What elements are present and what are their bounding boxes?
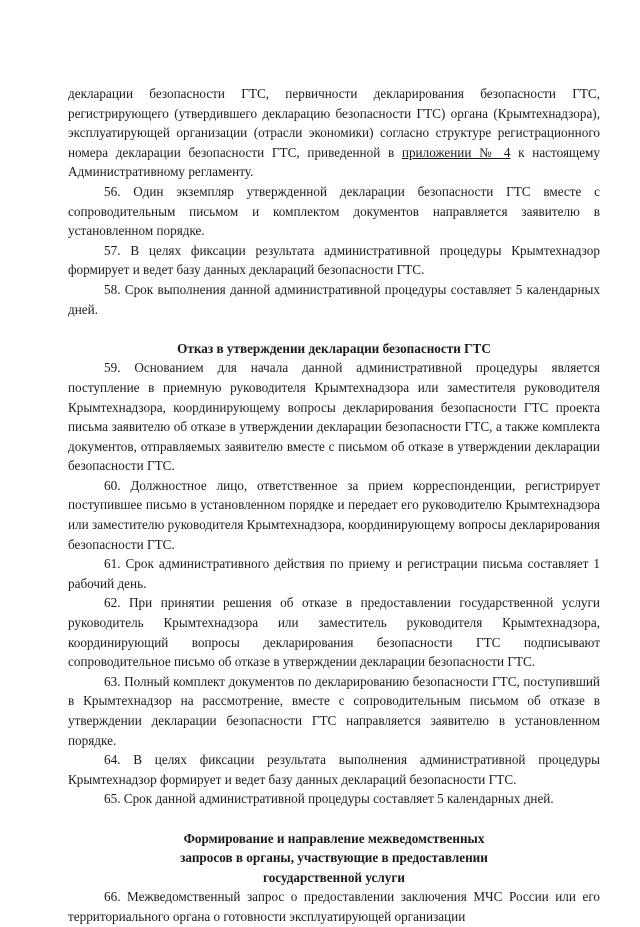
section-spacer: [68, 809, 600, 829]
paragraph-continued-text: декларации безопасности ГТС, первичности декларирования безопасности ГТС, регистрирующего (утвердившего декларацию безопасности ГТС) органа (Крымтехнадзора), эксплуатирующей организации (отрасли экономики) согласно структуре регистрационного номера декларации безопасности ГТС, приведенной в: [68, 86, 600, 160]
paragraph-61: 61. Срок административного действия по приему и регистрации письма составляет 1 рабочий день.: [68, 556, 600, 591]
heading-line-2: запросов в органы, участвующие в предоставлении: [180, 850, 488, 866]
paragraph-59: 59. Основанием для начала данной административной процедуры является поступление в приемную руководителя Крымтехнадзора или заместителя руководителя Крымтехнадзора, координирующему вопросы декларирования безопасности ГТС проекта письма заявителю об отказе в утверждении декларации безопасности ГТС, а также комплекта документов, отправляемых заявителю вместе с письмом об отказе в утверждении декларации безопасности ГТС.: [68, 360, 600, 474]
paragraph-60: 60. Должностное лицо, ответственное за прием корреспонденции, регистрирует поступившее письмо в установленном порядке и передает его руководителю Крымтехнадзора или заместителю руководителя Крымтехнадзора, координирующему вопросы декларирования безопасности ГТС.: [68, 477, 600, 552]
paragraph-63: 63. Полный комплект документов по декларированию безопасности ГТС, поступивший в Крымтехнадзор на рассмотрение, вместе с сопроводительным письмом об отказе в утверждении декларации безопасности ГТС направляется заявителю в установленном порядке.: [68, 673, 600, 748]
paragraph-65: 65. Срок данной административной процедуры составляет 5 календарных дней.: [104, 791, 554, 807]
paragraph-continued: [68, 84, 600, 182]
paragraph-57: 57. В целях фиксации результата административной процедуры Крымтехнадзор формирует и ведет базу данных деклараций безопасности ГТС.: [68, 242, 600, 278]
section-spacer: [68, 319, 600, 339]
appendix-4-link[interactable]: приложении № 4: [401, 144, 511, 160]
heading-line-3: государственной услуги: [263, 869, 405, 885]
paragraph-62: 62. При принятии решения об отказе в предоставлении государственной услуги руководитель Крымтехнадзора или заместитель руководителя Крымтехнадзора, координирующий вопросы декларирования безопасности ГТС подписывают сопроводительное письмо об отказе в утверждении декларации безопасности ГТС.: [68, 595, 600, 670]
section-heading-interagency: [68, 829, 600, 888]
paragraph-56: 56. Один экземпляр утвержденной декларации безопасности ГТС вместе с сопроводительным письмом и комплектом документов направляется заявителю в установленном порядке.: [68, 183, 600, 239]
paragraph-64: 64. В целях фиксации результата выполнения административной процедуры Крымтехнадзор формирует и ведет базу данных деклараций безопасности ГТС.: [68, 752, 600, 787]
paragraph-66: 66. Межведомственный запрос о предоставлении заключения МЧС России или его территориального органа о готовности эксплуатирующей организации: [68, 889, 600, 924]
paragraph-continued-end: к настоящему Административному регламенту.: [68, 144, 600, 180]
paragraph-58: 58. Срок выполнения данной административной процедуры составляет 5 календарных дней.: [68, 281, 600, 317]
heading-line-1: Формирование и направление межведомственных: [183, 830, 485, 846]
document-body: [68, 84, 600, 927]
section-heading-refusal: Отказ в утверждении декларации безопасности ГТС: [177, 340, 491, 356]
